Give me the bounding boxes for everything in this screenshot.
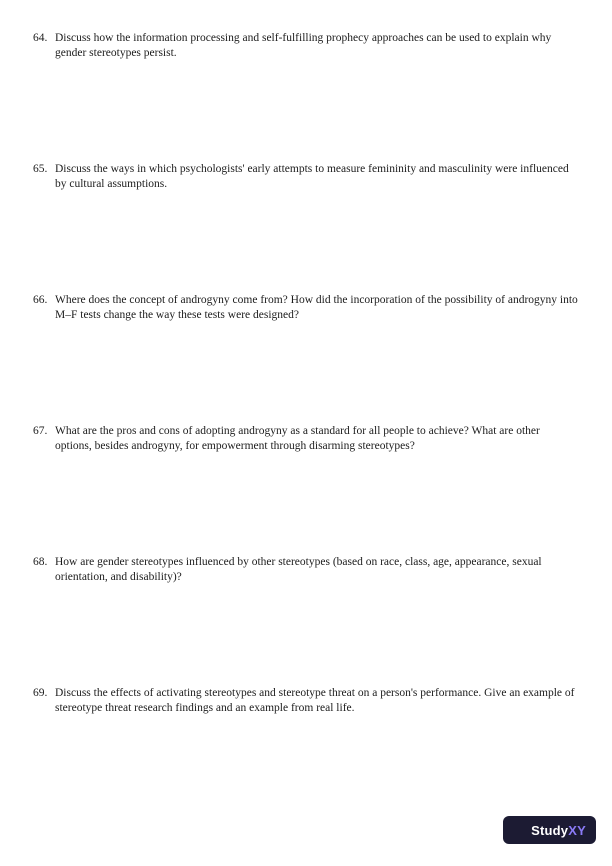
question-list (33, 31, 578, 817)
question-number: 66. (33, 294, 48, 306)
logo-text-secondary: XY (568, 822, 586, 838)
question-number: 67. (33, 425, 48, 437)
question-text: How are gender stereotypes influenced by other stereotypes (based on race, class, age, appearance, sexual orientation, and disability)? (55, 556, 542, 583)
question-text: Where does the concept of androgyny come from? How did the incorporation of the possibility of androgyny into M–F tests change the way these tests were designed? (55, 294, 578, 321)
logo-text-primary: Study (531, 822, 569, 838)
question-number: 69. (33, 687, 48, 699)
question-item (33, 293, 578, 424)
question-item (33, 555, 578, 686)
plus-icon (511, 823, 526, 838)
question-item (33, 31, 578, 162)
question-number: 68. (33, 556, 48, 568)
question-item (33, 162, 578, 293)
question-item (33, 686, 578, 817)
question-number: 65. (33, 163, 48, 175)
question-text: What are the pros and cons of adopting androgyny as a standard for all people to achieve? What are other options, besides androgyny, for empowerment through disarming stereotypes? (55, 425, 540, 452)
question-text: Discuss the ways in which psychologists' early attempts to measure femininity and masculinity were influenced by cultural assumptions. (55, 163, 569, 190)
studyxy-logo-badge (503, 816, 596, 844)
question-text: Discuss how the information processing and self-fulfilling prophecy approaches can be used to explain why gender stereotypes persist. (55, 32, 552, 59)
question-text: Discuss the effects of activating stereotypes and stereotype threat on a person's performance. Give an example of stereotype threat research findings and an example from real life. (55, 687, 575, 714)
logo-text (531, 823, 586, 838)
question-item (33, 424, 578, 555)
question-number: 64. (33, 32, 48, 44)
